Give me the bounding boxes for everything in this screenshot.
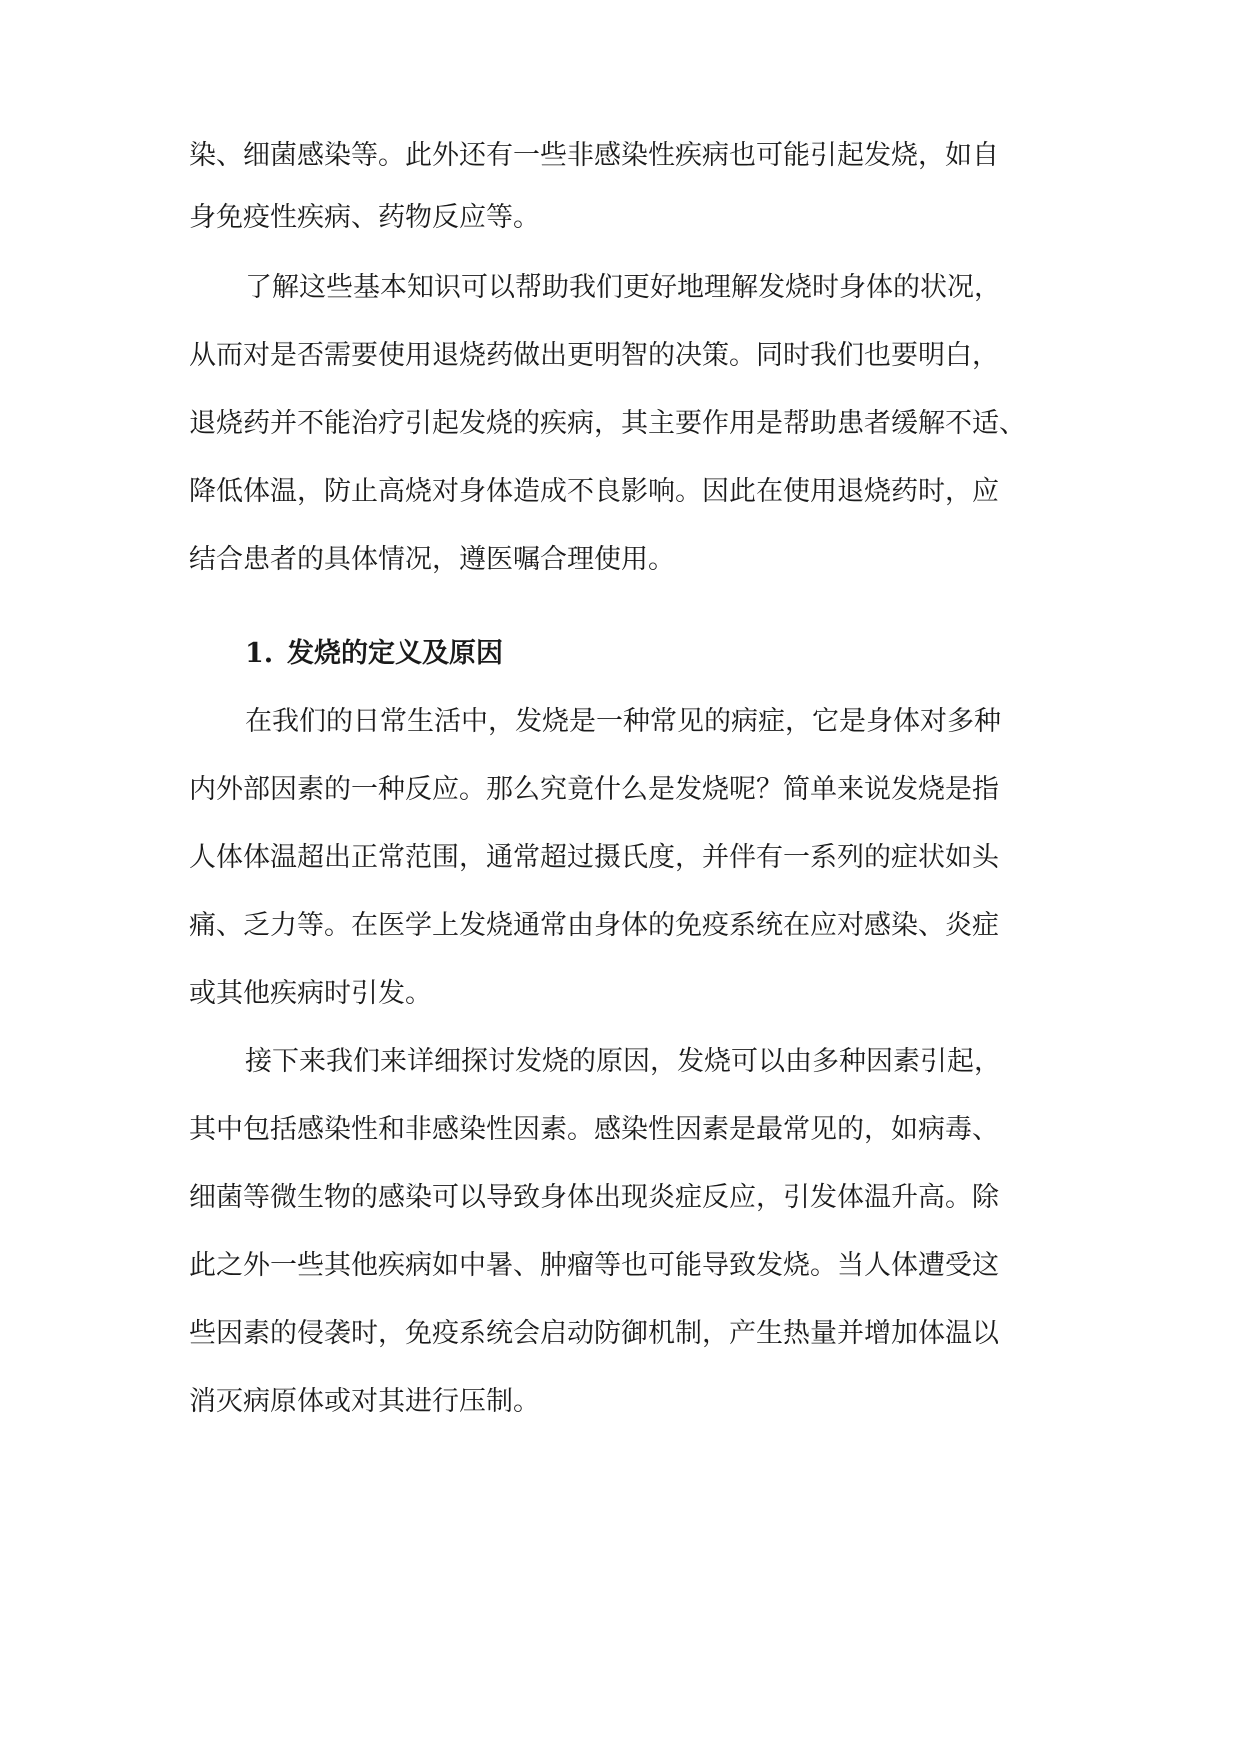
section-heading-title: 发烧的定义及原因 bbox=[287, 638, 503, 669]
paragraph-4-line-4: 此之外一些其他疾病如中暑、肿瘤等也可能导致发烧。当人体遭受这 bbox=[189, 1250, 999, 1281]
paragraph-4-line-6: 消灭病原体或对其进行压制。 bbox=[189, 1386, 540, 1417]
paragraph-3-line-2: 内外部因素的一种反应。那么究竟什么是发烧呢？简单来说发烧是指 bbox=[189, 774, 999, 805]
paragraph-2-line-4: 降低体温，防止高烧对身体造成不良影响。因此在使用退烧药时，应 bbox=[189, 476, 999, 507]
paragraph-3-line-5: 或其他疾病时引发。 bbox=[189, 978, 432, 1009]
paragraph-4-line-2: 其中包括感染性和非感染性因素。感染性因素是最常见的，如病毒、 bbox=[189, 1114, 999, 1145]
paragraph-1-line-2: 身免疫性疾病、药物反应等。 bbox=[189, 202, 540, 233]
paragraph-3-line-4: 痛、乏力等。在医学上发烧通常由身体的免疫系统在应对感染、炎症 bbox=[189, 910, 999, 941]
paragraph-3-line-3: 人体体温超出正常范围，通常超过摄氏度，并伴有一系列的症状如头 bbox=[189, 842, 999, 873]
paragraph-1-line-1: 染、细菌感染等。此外还有一些非感染性疾病也可能引起发烧，如自 bbox=[189, 140, 999, 171]
paragraph-2-line-5: 结合患者的具体情况，遵医嘱合理使用。 bbox=[189, 544, 675, 575]
paragraph-2-line-1: 了解这些基本知识可以帮助我们更好地理解发烧时身体的状况， bbox=[245, 272, 1001, 303]
section-heading bbox=[245, 634, 503, 674]
paragraph-2-line-2: 从而对是否需要使用退烧药做出更明智的决策。同时我们也要明白， bbox=[189, 340, 999, 371]
paragraph-4-line-1: 接下来我们来详细探讨发烧的原因，发烧可以由多种因素引起， bbox=[245, 1046, 1001, 1077]
paragraph-4-line-3: 细菌等微生物的感染可以导致身体出现炎症反应，引发体温升高。除 bbox=[189, 1182, 999, 1213]
paragraph-4-line-5: 些因素的侵袭时，免疫系统会启动防御机制，产生热量并增加体温以 bbox=[189, 1318, 999, 1349]
section-heading-number: 1. bbox=[245, 638, 274, 669]
paragraph-3-line-1: 在我们的日常生活中，发烧是一种常见的病症，它是身体对多种 bbox=[245, 706, 1001, 737]
paragraph-2-line-3: 退烧药并不能治疗引起发烧的疾病，其主要作用是帮助患者缓解不适、 bbox=[189, 408, 1026, 439]
